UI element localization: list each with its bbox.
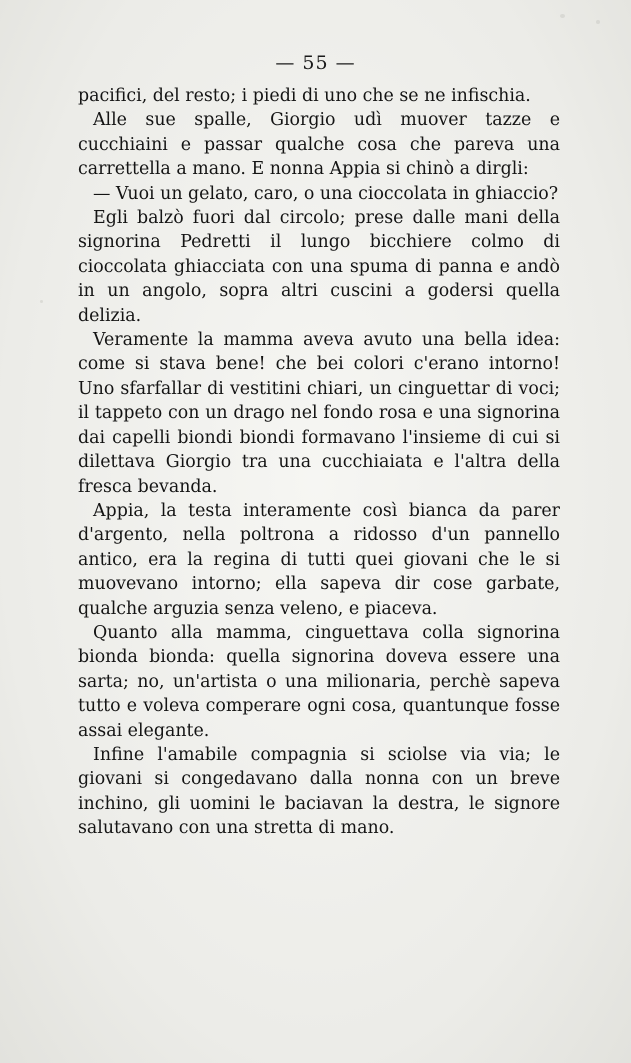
paragraph: Appia, la testa interamente così bianca da parer d'argento, nella poltrona a ridosso d'un pannello antico, era la regina di tutti quei giovani che le si muovevano intorno; ella sapeva dir cose garbate, qualche arguzia senza veleno, e piaceva. [78,500,560,619]
paragraph: Quanto alla mamma, cinguettava colla signorina bionda bionda: quella signorina doveva essere una sarta; no, un'artista o una milionaria, perchè sapeva tutto e voleva comperare ogni cosa, quantunque fosse assai elegante. [78,622,560,741]
page-number: — 55 — [275,52,356,74]
paragraph: Veramente la mamma aveva avuto una bella idea: come si stava bene! che bei colori c'erano intorno! Uno sfarfallar di vestitini chiari, un cinguettar di voci; il tappeto con un drago nel fondo rosa e una signorina dai capelli biondi biondi formavano l'insieme di cui si dilettava Giorgio tra una cucchiaiata e l'altra della fresca bevanda. [78,330,560,497]
body-text [78,84,560,841]
paragraph: pacifici, del resto; i piedi di uno che se ne infischia. [78,86,531,106]
paragraph: — Vuoi un gelato, caro, o una cioccolata in ghiaccio? [93,183,559,204]
paragraph: Infine l'amabile compagnia si sciolse via via; le giovani si congedavano dalla nonna con un breve inchino, gli uomini le baciavan la destra, le signore salutavano con una stretta di mano. [78,744,560,839]
paper-mark [560,14,565,18]
paper-mark [40,300,43,303]
paper-mark [596,20,600,24]
paragraph: Alle sue spalle, Giorgio udì muover tazze e cucchiaini e passar qualche cosa che pareva una carrettella a mano. E nonna Appia si chinò a dirgli: [78,110,560,180]
paragraph: Egli balzò fuori dal circolo; prese dalle mani della signorina Pedretti il lungo bicchiere colmo di cioccolata ghiacciata con una spuma di panna e andò in un angolo, sopra altri cuscini a godersi quella delizia. [78,208,560,326]
